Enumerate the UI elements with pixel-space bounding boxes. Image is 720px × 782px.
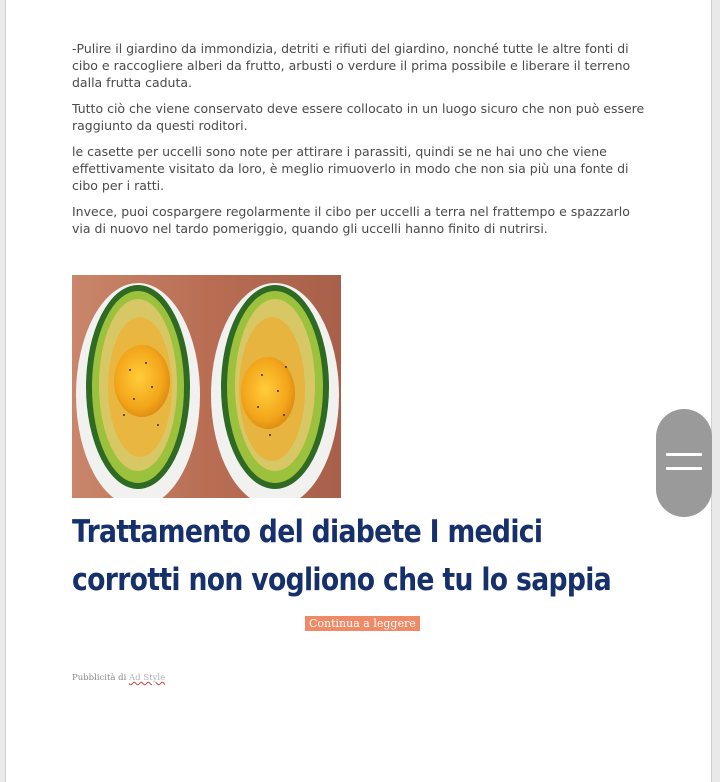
sponsor-prefix: Pubblicità di xyxy=(72,673,127,683)
article-paragraph-1: -Pulire il giardino da immondizia, detriti e rifiuti del giardino, nonché tutte le altre fonti di cibo e raccogliere alberi da frutto, arbusti o verdure il prima possibile e liberare il terreno dalla frutta caduta. xyxy=(72,41,631,90)
ad-title[interactable]: Trattamento del diabete I medici corrotti non vogliono che tu lo sappia xyxy=(72,514,612,598)
article-paragraph-3: le casette per uccelli sono note per attirare i parassiti, quindi se ne hai uno che viene effettivamente visitato da loro, è meglio rimuoverlo in modo che non sia più una fonte di cibo per i ratti. xyxy=(72,144,629,193)
scroll-handle[interactable] xyxy=(656,409,712,517)
avocado-egg-photo xyxy=(72,275,341,498)
page xyxy=(5,0,712,782)
article-paragraph-4: Invece, puoi cospargere regolarmente il cibo per uccelli a terra nel frattempo e spazzarlo via di nuovo nel tardo pomeriggio, quando gli uccelli hanno finito di nutrirsi. xyxy=(72,204,630,236)
continue-reading-button[interactable]: Continua a leggere xyxy=(305,616,420,631)
sponsor-brand-link[interactable]: Ad Style xyxy=(129,673,166,683)
sponsor-line xyxy=(72,673,165,683)
article-paragraph-2: Tutto ciò che viene conservato deve essere collocato in un luogo sicuro che non può essere raggiunto da questi roditori. xyxy=(72,101,645,133)
article-body xyxy=(72,40,652,246)
ad-image-link[interactable] xyxy=(72,275,341,498)
